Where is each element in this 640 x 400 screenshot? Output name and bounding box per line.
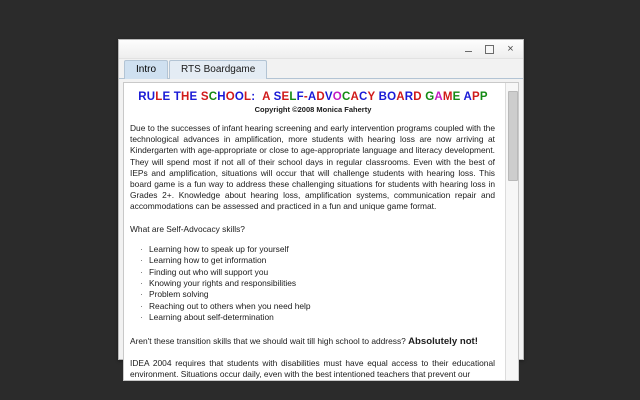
title-letter-2: L	[155, 91, 163, 103]
title-letter-23: F	[296, 91, 304, 103]
skills-question: What are Self-Advocacy skills?	[130, 223, 245, 234]
title-letter-21: E	[281, 91, 290, 103]
maximize-icon	[485, 45, 494, 54]
document-body	[124, 83, 505, 380]
title-letter-15: :	[251, 91, 256, 103]
list-item: · Learning how to get information	[149, 255, 497, 266]
copyright-line: Copyright ©2008 Monica Faherty	[254, 105, 372, 114]
title-letter-3: E	[162, 91, 171, 103]
close-button[interactable]	[500, 41, 521, 57]
title-letter-36: A	[396, 91, 405, 103]
title-letter-24: -	[303, 91, 308, 103]
list-item: · Reaching out to others when you need help	[149, 301, 497, 312]
title-letter-43: E	[452, 91, 461, 103]
title-letter-5: T	[173, 91, 182, 103]
title-letter-32: Y	[367, 91, 376, 103]
title-letter-27: V	[324, 91, 333, 103]
title-letter-28: O	[332, 91, 342, 103]
tab-intro[interactable]: Intro	[124, 60, 168, 79]
list-item: · Learning about self-determination	[149, 312, 497, 323]
minimize-icon	[465, 51, 472, 52]
title-letter-29: C	[341, 91, 351, 103]
list-item: · Learning how to speak up for yourself	[149, 244, 497, 255]
vertical-scrollbar[interactable]	[505, 83, 518, 380]
list-item: · Knowing your rights and responsibilities	[149, 278, 497, 289]
title-letter-45: A	[463, 91, 472, 103]
title-letter-7: E	[189, 91, 198, 103]
title-letter-34: B	[378, 91, 388, 103]
title-letter-37: R	[404, 91, 414, 103]
application-window	[118, 39, 524, 379]
page-title	[129, 91, 497, 103]
title-bar	[119, 40, 523, 59]
tab-strip	[119, 59, 523, 79]
tab-rts-boardgame[interactable]: RTS Boardgame	[169, 60, 267, 79]
title-letter-13: O	[234, 91, 245, 103]
document-view	[123, 82, 519, 381]
list-item: · Problem solving	[149, 289, 497, 300]
transition-question: Aren't these transition skills that we should wait till high school to address?	[130, 335, 406, 346]
list-item: · Finding out who will support you	[149, 267, 497, 278]
title-letter-35: O	[387, 91, 397, 103]
title-letter-25: A	[307, 91, 317, 103]
intro-paragraph: Due to the successes of infant hearing screening and early intervention programs coupled with the technological advances in amplification, more students with hearing loss are now arriving at Kindergarten with age-appropriate or close to age-appropriate language and literacy development. They will spend most if not all of their school days in regular classrooms. Even with the best of IEPs and amplification, situations will occur that will challenge students with hearing loss. This board game is a fun way to address these challenging situations for students with hearing loss in Grades 2+. Knowledge about hearing loss, amplification systems, communication repair and accommodations can be assessed and practiced in a fun and unique game format.	[130, 123, 495, 212]
title-letter-0: R	[138, 91, 147, 103]
title-letter-11: H	[217, 91, 226, 103]
title-letter-31: C	[358, 91, 368, 103]
title-letter-14: L	[244, 91, 252, 103]
title-letter-12: O	[225, 91, 235, 103]
title-letter-47: P	[479, 91, 488, 103]
title-letter-6: H	[181, 91, 190, 103]
title-letter-18: A	[262, 91, 271, 103]
title-letter-38: D	[413, 91, 422, 103]
close-icon: ×	[507, 42, 514, 55]
transition-answer: Absolutely not!	[408, 335, 478, 347]
scrollbar-thumb[interactable]	[508, 91, 518, 181]
title-letter-9: S	[200, 91, 209, 103]
idea-paragraph: IDEA 2004 requires that students with disabilities must have equal access to their educational environment. Situations occur daily, even with the best intentioned teachers that prevent our	[130, 357, 495, 379]
title-letter-30: A	[350, 91, 359, 103]
transition-statement	[129, 335, 497, 348]
title-letter-41: A	[434, 91, 443, 103]
title-letter-20: S	[273, 91, 282, 103]
self-advocacy-skills-list	[129, 244, 497, 324]
title-letter-22: L	[289, 91, 297, 103]
title-letter-10: C	[208, 91, 218, 103]
title-letter-40: G	[425, 91, 435, 103]
maximize-button[interactable]	[479, 41, 500, 57]
title-letter-1: U	[146, 91, 156, 103]
title-letter-26: D	[316, 91, 325, 103]
title-letter-42: M	[442, 91, 453, 103]
minimize-button[interactable]	[458, 41, 479, 57]
title-letter-46: P	[472, 91, 480, 103]
